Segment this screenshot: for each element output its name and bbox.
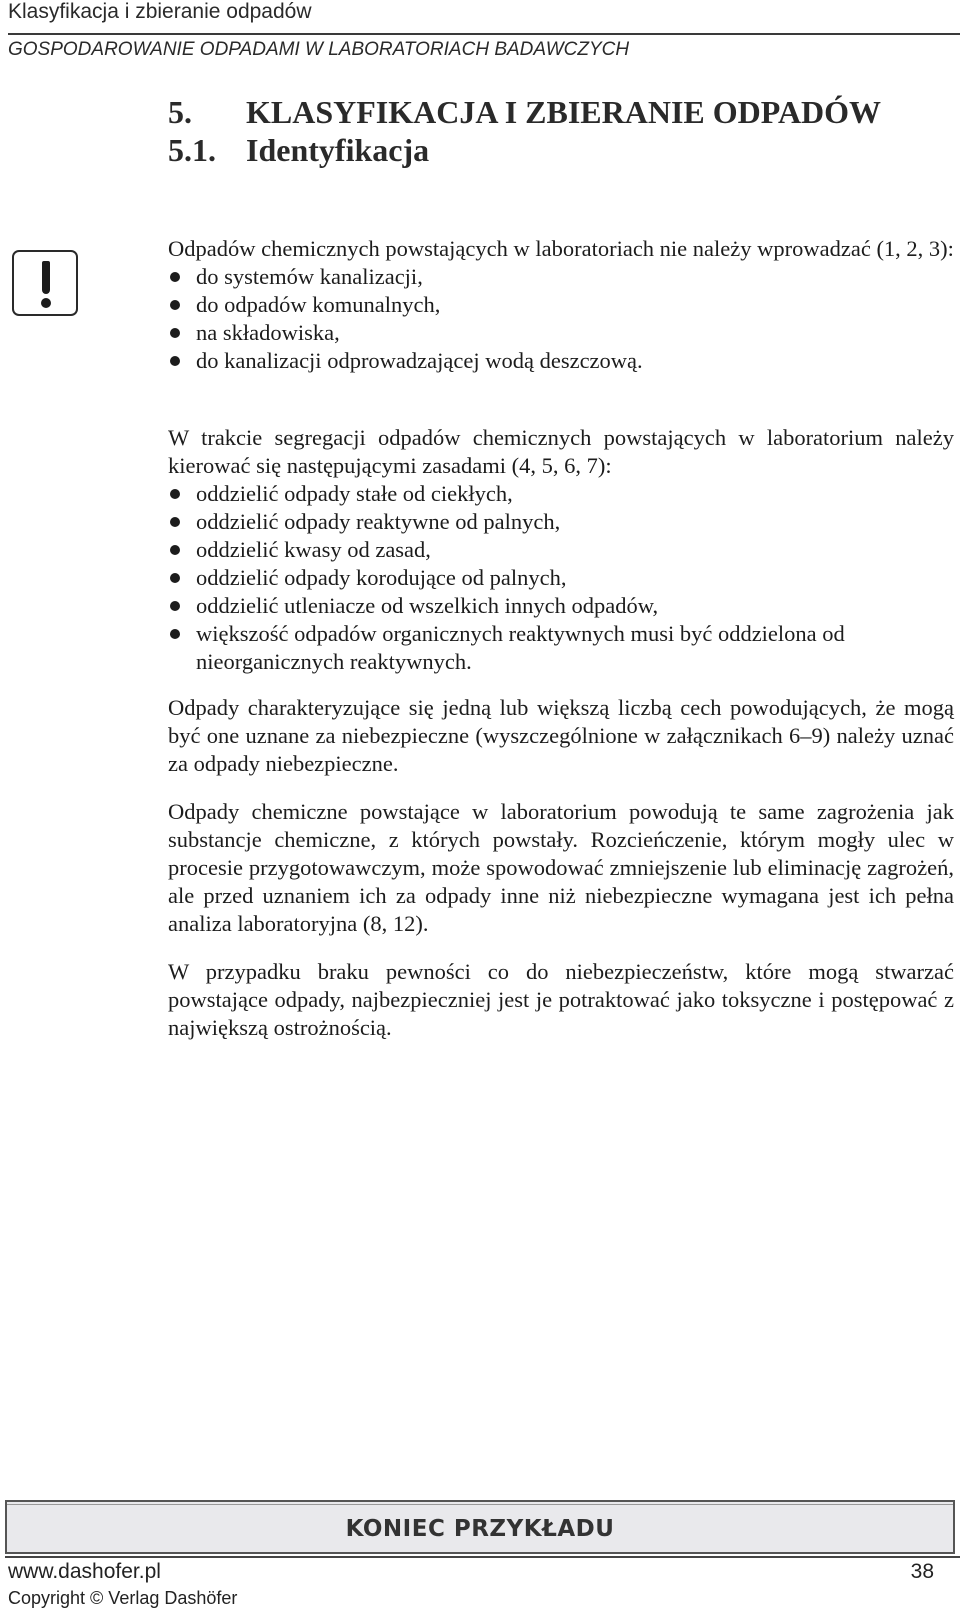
list-item: do systemów kanalizacji,: [168, 263, 954, 291]
list-item: oddzielić utleniacze od wszelkich innych odpadów,: [168, 592, 954, 620]
exclamation-dot: [41, 298, 51, 308]
footer-url: www.dashofer.pl: [8, 1560, 161, 1583]
footer-divider: [5, 1556, 960, 1558]
section-heading: [168, 132, 429, 169]
section-number: 5.1.: [168, 132, 216, 168]
header-divider: [8, 33, 960, 35]
exclamation-icon: [12, 250, 78, 316]
list-item: do odpadów komunalnych,: [168, 291, 954, 319]
list-item: oddzielić odpady stałe od ciekłych,: [168, 480, 954, 508]
list-item: oddzielić odpady korodujące od palnych,: [168, 564, 954, 592]
running-header-title: Klasyfikacja i zbieranie odpadów: [8, 0, 312, 23]
list-item: większość odpadów organicznych reaktywnych musi być oddzielona od nieorganicznych reaktywnych.: [168, 620, 954, 676]
prohibition-list: [168, 263, 954, 375]
section-title: Identyfikacja: [246, 132, 430, 168]
segregation-intro: W trakcie segregacji odpadów chemicznych powstających w laboratorium należy kierować się następującymi zasadami (4, 5, 6, 7):: [168, 425, 954, 478]
list-item: do kanalizacji odprowadzającej wodą deszczową.: [168, 347, 954, 375]
prohibition-block: [168, 235, 954, 375]
segregation-list: [168, 480, 954, 676]
exclamation-bar: [42, 261, 50, 294]
banner-inner-rule: [7, 1504, 953, 1505]
footer-copyright: Copyright © Verlag Dashöfer: [8, 1588, 238, 1608]
chapter-number: 5.: [168, 94, 192, 130]
end-of-example-label: KONIEC PRZYKŁADU: [345, 1516, 615, 1542]
prohibition-intro: Odpadów chemicznych powstających w laboratoriach nie należy wprowadzać (1, 2, 3):: [168, 236, 954, 261]
list-item: oddzielić kwasy od zasad,: [168, 536, 954, 564]
list-item: oddzielić odpady reaktywne od palnych,: [168, 508, 954, 536]
list-item: na składowiska,: [168, 319, 954, 347]
running-header-subtitle: GOSPODAROWANIE ODPADAMI W LABORATORIACH BADAWCZYCH: [8, 39, 630, 60]
chapter-heading: [168, 94, 881, 131]
chapter-title: KLASYFIKACJA I ZBIERANIE ODPADÓW: [246, 94, 882, 130]
hazardous-paragraph: Odpady charakteryzujące się jedną lub większą liczbą cech powodujących, że mogą być one uznane za niebezpieczne (wyszczególnione w załącznikach 6–9) należy uznać za odpady niebezpieczne.: [168, 695, 954, 776]
end-of-example-banner: [5, 1500, 955, 1554]
uncertainty-paragraph: W przypadku braku pewności co do niebezpieczeństw, które mogą stwarzać powstające odpady, najbezpieczniej jest je potraktować jako toksyczne i postępować z największą ostrożnością.: [168, 959, 954, 1040]
page-number: 38: [910, 1560, 934, 1583]
segregation-block: [168, 424, 954, 676]
dilution-paragraph: Odpady chemiczne powstające w laboratorium powodują te same zagrożenia jak substancje chemiczne, z których powstały. Rozcieńczenie, którym mogły ulec w procesie przygotowawczym, może spowodować zmniejszenie lub eliminację zagrożeń, ale przed uznaniem ich za odpady inne niż niebezpieczne wymagana jest ich pełna analiza laboratoryjna (8, 12).: [168, 799, 954, 936]
